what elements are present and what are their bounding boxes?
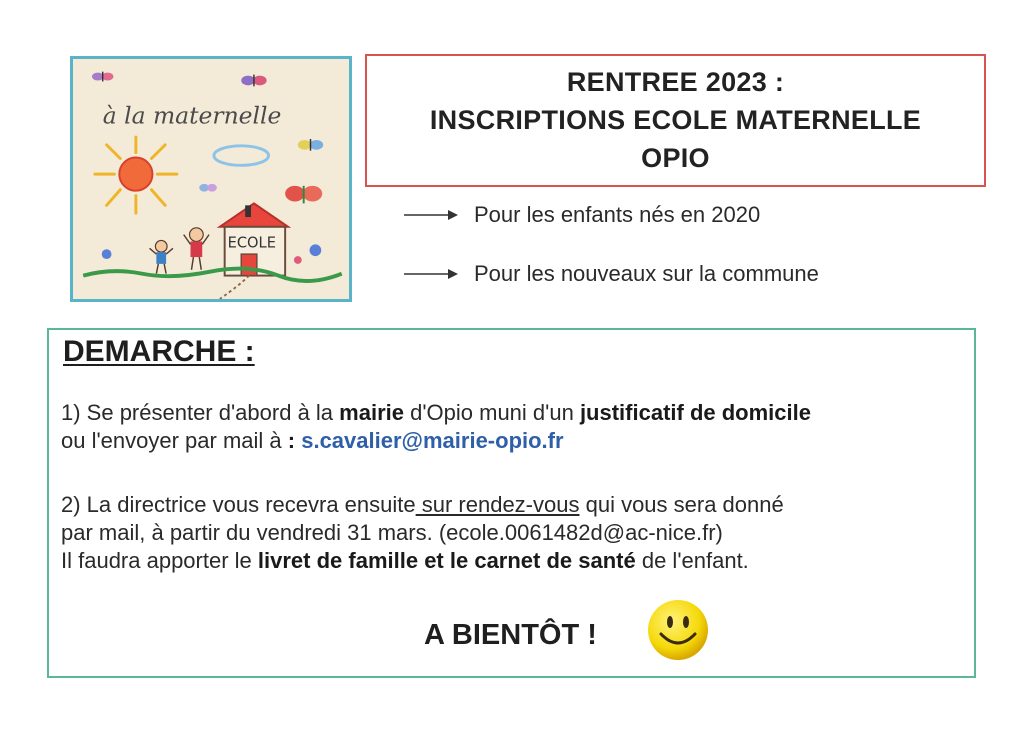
step2-appointment: sur rendez-vous <box>415 492 580 517</box>
step1-text: 1) Se présenter d'abord à la <box>61 400 340 425</box>
school-sign: ECOLE <box>227 234 276 252</box>
school-illustration <box>70 56 352 302</box>
step1-justificatif: justificatif de domicile <box>579 400 811 425</box>
arrow-right-icon <box>404 268 458 280</box>
title-line-1: RENTREE 2023 : <box>566 67 785 97</box>
smiley-icon <box>646 598 710 662</box>
butterfly-icon <box>241 75 266 87</box>
illustration-caption: à la maternelle <box>102 101 282 130</box>
title-line-3: OPIO <box>641 143 710 173</box>
bullet-text: Pour les enfants nés en 2020 <box>474 202 761 227</box>
step2-documents: livret de famille et le carnet de santé <box>257 548 636 573</box>
butterfly-icon <box>298 139 323 151</box>
step-2 <box>61 491 784 575</box>
step2-text: 2) La directrice vous recevra ensuite <box>61 492 416 517</box>
step1-colon: : <box>287 428 302 453</box>
butterfly-icon <box>92 72 113 82</box>
step2-text: de l'enfant. <box>635 548 749 573</box>
step1-text: d'Opio muni d'un <box>403 400 580 425</box>
step2-date-line: par mail, à partir du vendredi 31 mars. (ecole.0061482d@ac-nice.fr) <box>61 520 723 545</box>
title-box <box>365 54 986 187</box>
bullet-new-residents <box>404 261 819 287</box>
bullet-text: Pour les nouveaux sur la commune <box>474 261 819 286</box>
bullet-children-born-2020 <box>404 202 760 228</box>
step2-text: Il faudra apporter le <box>61 548 258 573</box>
step1-text: ou l'envoyer par mail à <box>61 428 288 453</box>
closing-text: A BIENTÔT ! <box>424 619 597 651</box>
demarche-title: DEMARCHE : <box>63 335 255 368</box>
title-line-2: INSCRIPTIONS ECOLE MATERNELLE <box>429 105 922 135</box>
demarche-box <box>47 328 976 678</box>
step1-mairie: mairie <box>339 400 404 425</box>
step2-text: qui vous sera donné <box>579 492 784 517</box>
step-1 <box>61 399 811 455</box>
contact-email-link[interactable]: s.cavalier@mairie-opio.fr <box>301 428 564 453</box>
arrow-right-icon <box>404 209 458 221</box>
